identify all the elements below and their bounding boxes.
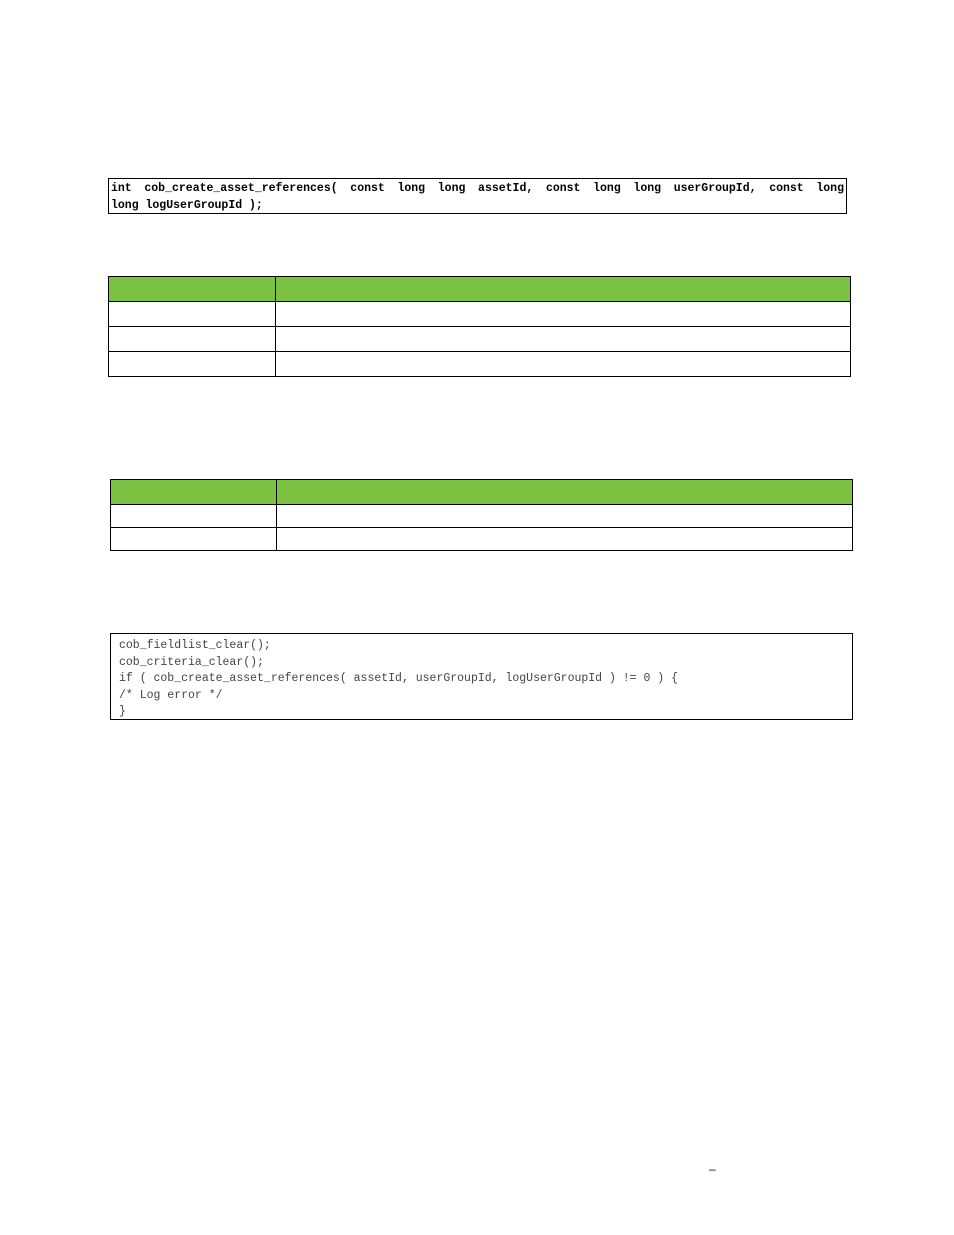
table-cell bbox=[109, 327, 276, 352]
table-cell bbox=[277, 505, 853, 528]
returns-header-description bbox=[277, 480, 853, 505]
table-cell bbox=[276, 352, 851, 377]
table-row bbox=[111, 528, 853, 551]
code-line: if ( cob_create_asset_references( assetId, userGroupId, logUserGroupId ) != 0 ) { bbox=[119, 672, 678, 686]
return-values-table-header bbox=[111, 480, 853, 505]
parameters-header-description bbox=[276, 277, 851, 302]
table-cell bbox=[109, 352, 276, 377]
signature-line-1: int cob_create_asset_references( const long long assetId, const long long userGroupId, const long bbox=[111, 182, 844, 195]
code-example bbox=[110, 633, 853, 720]
table-row bbox=[109, 352, 851, 377]
table-row bbox=[109, 327, 851, 352]
table-row bbox=[109, 302, 851, 327]
parameters-table bbox=[108, 276, 851, 377]
table-cell bbox=[111, 528, 277, 551]
table-cell bbox=[109, 302, 276, 327]
code-line: /* Log error */ bbox=[119, 688, 223, 702]
page-mark: – bbox=[709, 1162, 716, 1176]
table-cell bbox=[276, 327, 851, 352]
parameters-header-name bbox=[109, 277, 276, 302]
table-cell bbox=[277, 528, 853, 551]
return-values-table bbox=[110, 479, 853, 551]
code-line: cob_criteria_clear(); bbox=[119, 655, 264, 669]
code-line: } bbox=[119, 705, 126, 719]
code-line: cob_fieldlist_clear(); bbox=[119, 639, 271, 652]
table-cell bbox=[276, 302, 851, 327]
parameters-table-header bbox=[109, 277, 851, 302]
signature-line-2: long logUserGroupId ); bbox=[111, 199, 263, 212]
table-row bbox=[111, 505, 853, 528]
table-cell bbox=[111, 505, 277, 528]
returns-header-value bbox=[111, 480, 277, 505]
function-signature bbox=[108, 178, 847, 214]
